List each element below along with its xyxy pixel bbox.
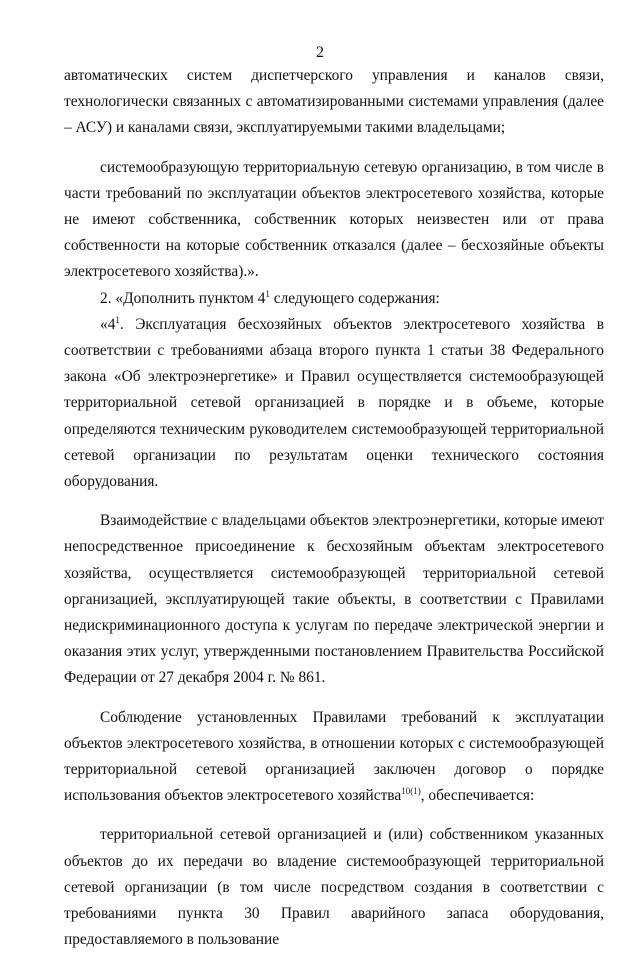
document-body [64,63,604,954]
paragraph-compliance [64,705,604,810]
footnote-reference: 10(1) [401,786,421,797]
item-2-text: 2. «Дополнить пунктом 4 [100,289,266,307]
compliance-text: Соблюдение установленных Правилами требований к эксплуатации объектов электросетевого хозяйства, в отношении которых с системообразующей территориальной сетевой организацией заключен договор о порядке использования объектов электросетевого хозяйства [64,708,604,805]
clause-4-1-number: «4 [100,315,116,333]
paragraph-gap [64,809,604,822]
clause-4-1-text: . Эксплуатация бесхозяйных объектов электросетевого хозяйства в соответствии с требованиями абзаца второго пункта 1 статьи 38 Федерального закона «Об электроэнергетике» и Правил осуществляется системообразующей территориальной сетевой организацией в порядке и в объеме, которые определяются техническим руководителем системообразующей территориальной сетевой организации по результатам оценки технического состояния оборудования. [64,315,604,491]
clause-4-1-superscript: 1 [115,314,120,325]
compliance-text-end: , обеспечивается: [420,787,535,805]
paragraph-item-2 [64,286,604,312]
paragraph-system-org: системообразующую территориальную сетевую организацию, в том числе в части требований по эксплуатации объектов электросетевого хозяйства, которые не имеют собственника, собственник которых неизвестен или от права собственности на которые собственник отказался (далее – бесхозяйные объекты электросетевого хозяйства).». [64,158,604,281]
paragraph-gap [64,142,604,155]
paragraph-clause-4-1 [64,312,604,495]
paragraph-interaction: Взаимодействие с владельцами объектов электроэнергетики, которые имеют непосредственное присоединение к бесхозяйным объектам электросетевого хозяйства, осуществляется системообразующей территориальной сетевой организацией, эксплуатирующей такие объекты, в соответствии с Правилами недискриминационного доступа к услугам по передаче электрической энергии и оказания этих услуг, утвержденными постановлением Правительства Российской Федерации от 27 декабря 2004 г. № 861. [64,512,604,687]
paragraph-territorial-org: территориальной сетевой организацией и (или) собственником указанных объектов до их передачи во владение системообразующей территориальной сетевой организации (в том числе посредством создания в соответствии с требованиями пункта 30 Правил аварийного запаса оборудования, предоставляемого в пользование [64,826,604,949]
item-2-superscript: 1 [265,288,270,299]
paragraph-gap [64,495,604,508]
paragraph-gap [64,692,604,705]
paragraph-continuation: автоматических систем диспетчерского управления и каналов связи, технологически связанных с автоматизированными системами управления (далее – АСУ) и каналами связи, эксплуатируемыми такими владельцами; [64,67,604,137]
page-number: 2 [316,44,324,61]
item-2-text-end: следующего содержания: [269,289,440,307]
